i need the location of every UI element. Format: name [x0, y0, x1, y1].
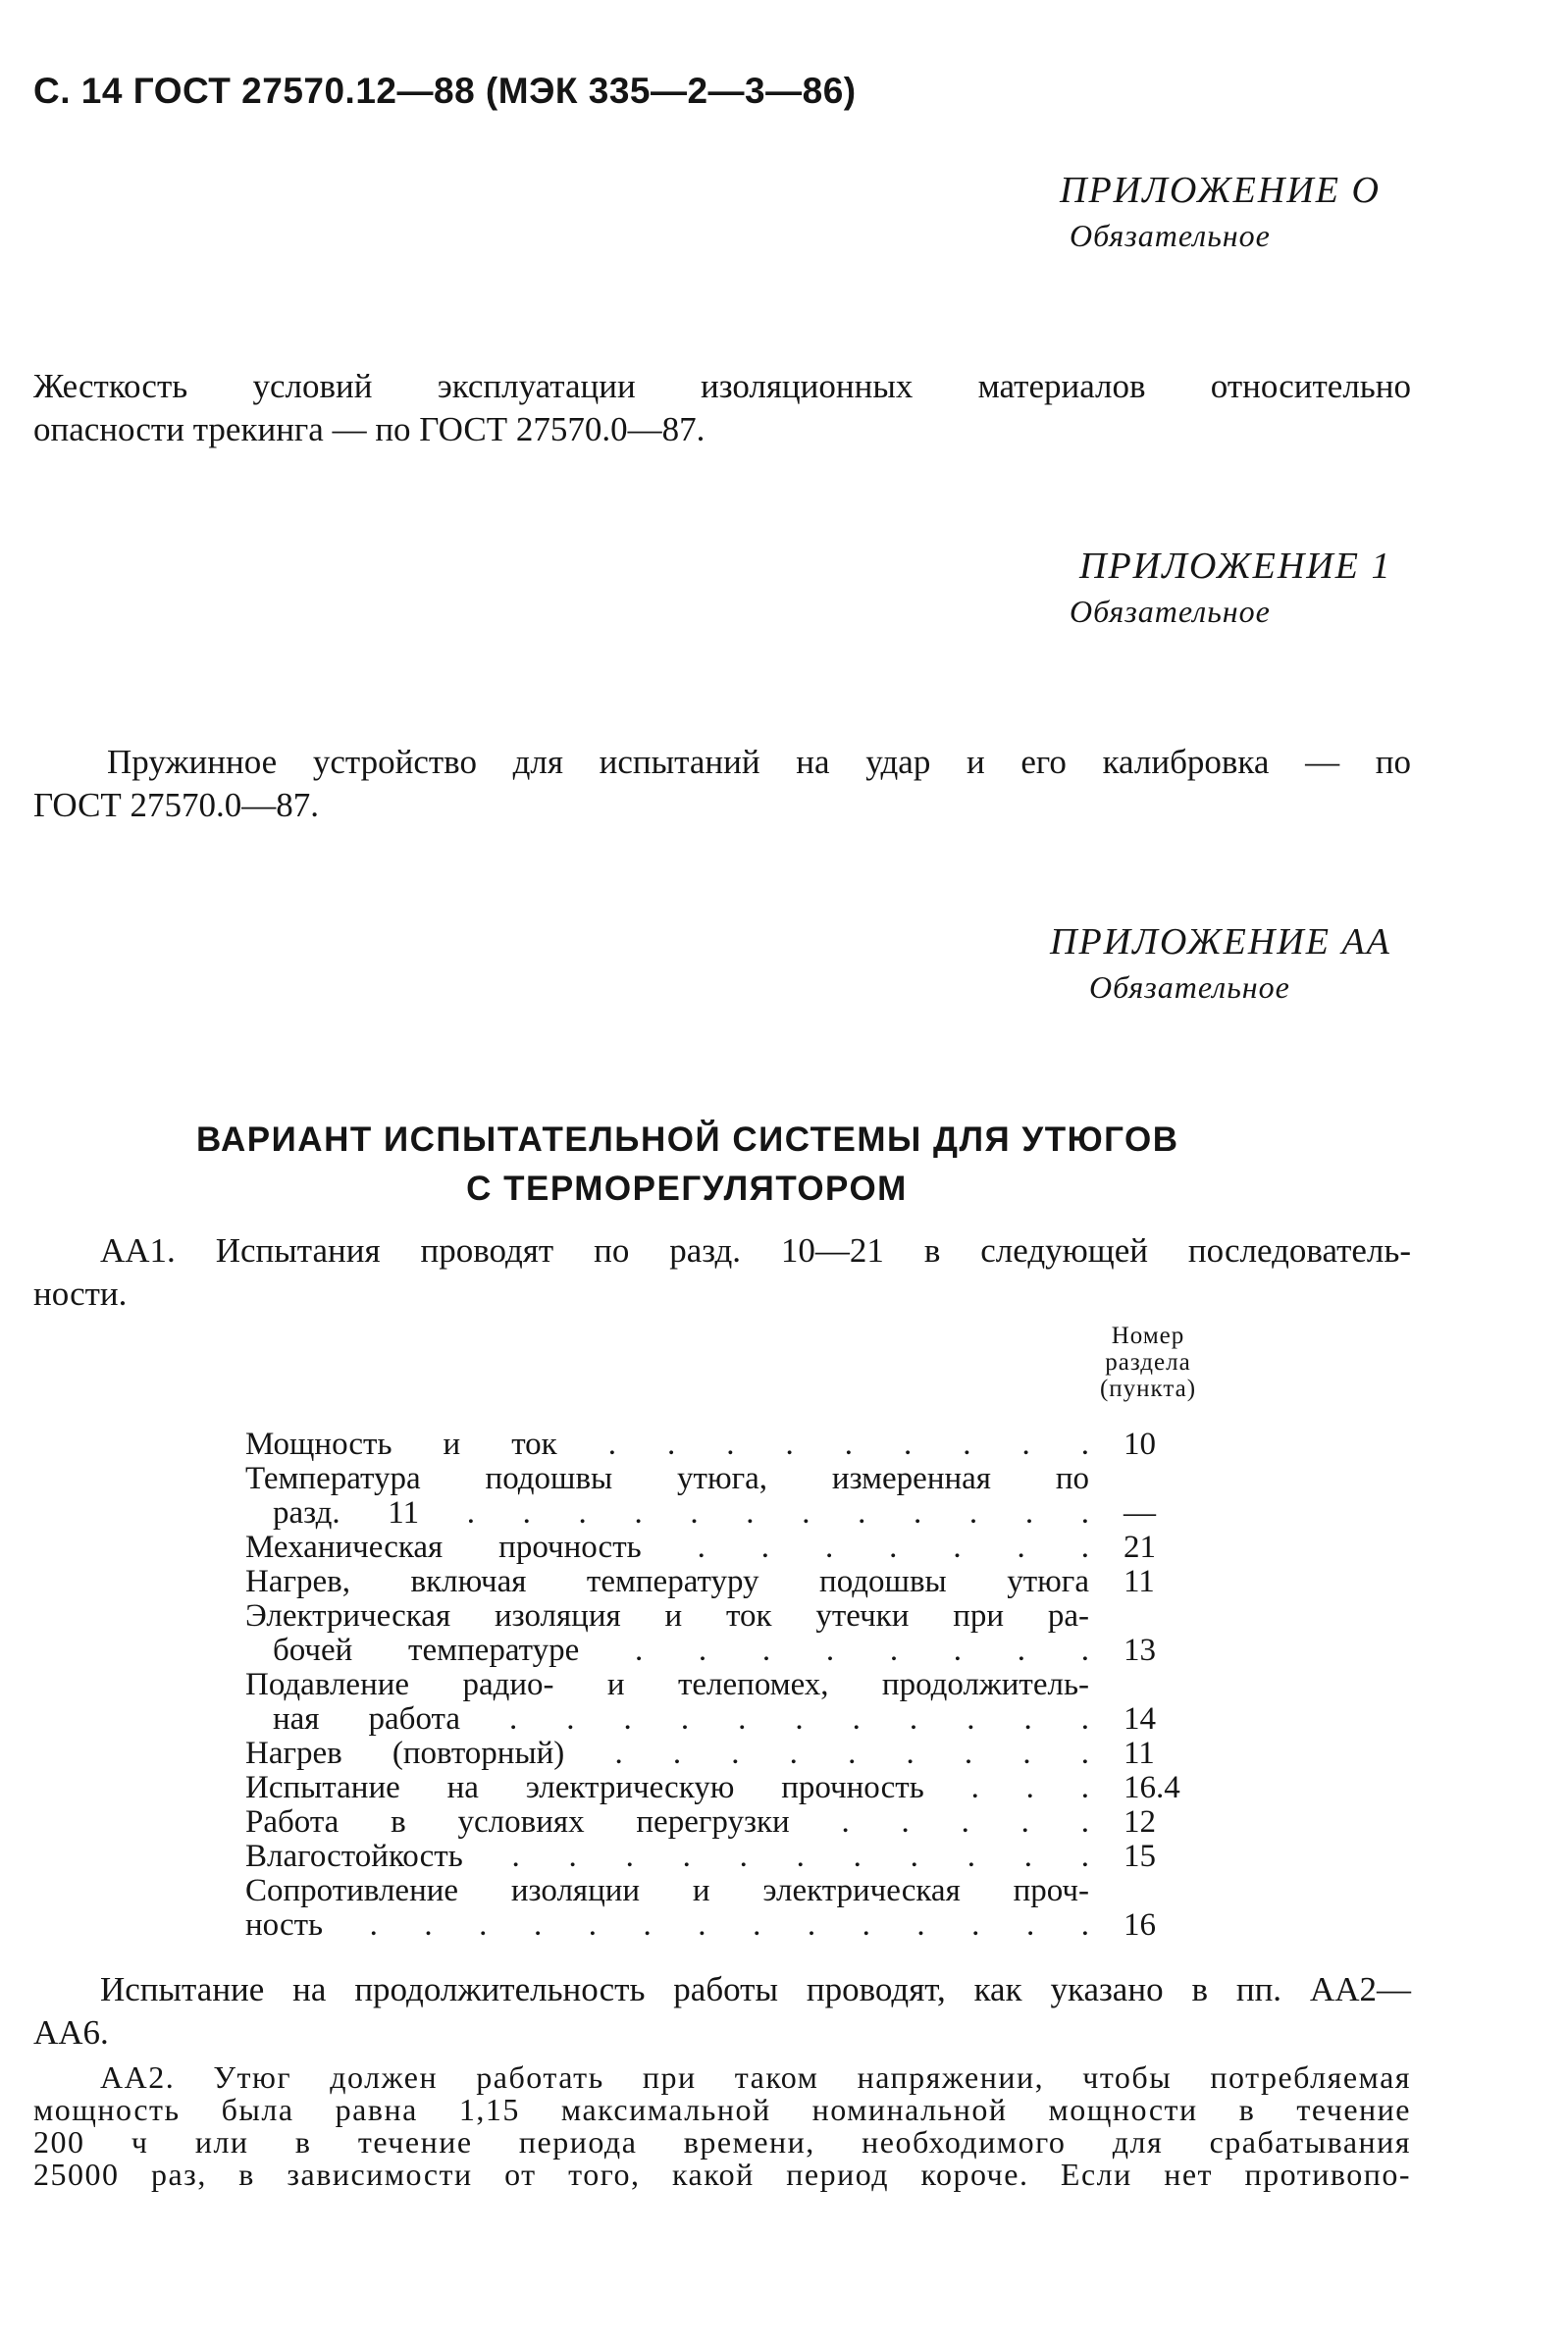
after-table-line1: Испытание на продолжительность работы проводят, как указано в пп. АА2—: [100, 1970, 1411, 2008]
annex-1-status: Обязательное: [1070, 594, 1271, 629]
row-label: Нагрев, включая температуру подошвы утюга: [245, 1564, 1089, 1599]
annex-aa-title: ПРИЛОЖЕНИЕ АА: [1050, 921, 1391, 963]
row-label: Сопротивление изоляции и электрическая проч-: [245, 1873, 1089, 1908]
row-number: —: [1124, 1495, 1156, 1531]
annex-o-title: ПРИЛОЖЕНИЕ О: [1060, 170, 1381, 211]
aa1-line1: АА1. Испытания проводят по разд. 10—21 в следующей последователь-: [100, 1231, 1411, 1270]
annex-1-title: ПРИЛОЖЕНИЕ 1: [1079, 546, 1392, 587]
aa1-line2: ности.: [33, 1275, 128, 1313]
row-label: Влагостойкость . . . . . . . . . . .: [245, 1839, 1089, 1874]
row-number: 15: [1124, 1839, 1156, 1874]
table-row: [245, 1839, 1187, 1874]
row-label: Электрическая изоляция и ток утечки при ра-: [245, 1598, 1089, 1634]
table-row: [245, 1461, 1187, 1496]
table-row: [245, 1667, 1187, 1702]
table-row: [245, 1598, 1187, 1634]
row-label: Температура подошвы утюга, измеренная по: [245, 1461, 1089, 1496]
table-row: [245, 1564, 1187, 1599]
table-row: [245, 1907, 1187, 1943]
aa2-line2: мощность была равна 1,15 максимальной номинальной мощности в течение: [33, 2092, 1411, 2127]
row-number: 10: [1124, 1427, 1156, 1462]
row-label: ная работа . . . . . . . . . . .: [273, 1701, 1089, 1737]
section-heading-line2: С ТЕРМОРЕГУЛЯТОРОМ: [466, 1170, 908, 1208]
aa2-line1: АА2. Утюг должен работать при таком напряжении, чтобы потребляемая: [100, 2059, 1411, 2095]
annex-aa-status: Обязательное: [1089, 969, 1290, 1005]
row-label: Работа в условиях перегрузки . . . . .: [245, 1804, 1089, 1840]
annex-o-body-line2: опасности трекинга — по ГОСТ 27570.0—87.: [33, 410, 706, 448]
row-label: Подавление радио- и телепомех, продолжитель-: [245, 1667, 1089, 1702]
after-table-line2: АА6.: [33, 2013, 109, 2052]
table-row: [245, 1701, 1187, 1737]
annex-1-body-line1: Пружинное устройство для испытаний на удар и его калибровка — по: [107, 743, 1411, 781]
row-number: 11: [1124, 1564, 1155, 1599]
row-number: 14: [1124, 1701, 1156, 1737]
row-label: Механическая прочность . . . . . . .: [245, 1530, 1089, 1565]
row-number: 13: [1124, 1633, 1156, 1668]
column-header: [1060, 1323, 1236, 1402]
row-label: Нагрев (повторный) . . . . . . . . .: [245, 1736, 1089, 1771]
table-row: [245, 1495, 1187, 1531]
annex-1-body-line2: ГОСТ 27570.0—87.: [33, 786, 320, 824]
aa2-line3: 200 ч или в течение периода времени, необходимого для срабатывания: [33, 2124, 1411, 2160]
aa2-line4: 25000 раз, в зависимости от того, какой период короче. Если нет противопо-: [33, 2157, 1411, 2192]
column-header-line1: Номер: [1111, 1323, 1185, 1349]
row-label: Испытание на электрическую прочность . . .: [245, 1770, 1089, 1805]
table-row: [245, 1804, 1187, 1840]
annex-o-status: Обязательное: [1070, 218, 1271, 253]
table-row: [245, 1736, 1187, 1771]
table-row: [245, 1633, 1187, 1668]
page-header: С. 14 ГОСТ 27570.12—88 (МЭК 335—2—3—86): [33, 71, 857, 111]
column-header-line3: (пункта): [1099, 1376, 1197, 1402]
table-row: [245, 1873, 1187, 1908]
row-number: 16.4: [1124, 1770, 1180, 1805]
row-number: 11: [1124, 1736, 1155, 1771]
row-number: 12: [1124, 1804, 1156, 1840]
section-heading-line1: ВАРИАНТ ИСПЫТАТЕЛЬНОЙ СИСТЕМЫ ДЛЯ УТЮГОВ: [196, 1120, 1179, 1159]
row-label: бочей температуре . . . . . . . .: [273, 1633, 1089, 1668]
row-label: ность . . . . . . . . . . . . . .: [245, 1907, 1089, 1943]
table-row: [245, 1770, 1187, 1805]
table-row: [245, 1530, 1187, 1565]
table-row: [245, 1427, 1187, 1462]
row-label: разд. 11 . . . . . . . . . . . .: [273, 1495, 1089, 1531]
row-label: Мощность и ток . . . . . . . . .: [245, 1427, 1089, 1462]
row-number: 21: [1124, 1530, 1156, 1565]
column-header-line2: раздела: [1105, 1349, 1191, 1376]
row-number: 16: [1124, 1907, 1156, 1943]
annex-o-body-line1: Жесткость условий эксплуатации изоляционных материалов относительно: [33, 367, 1411, 405]
